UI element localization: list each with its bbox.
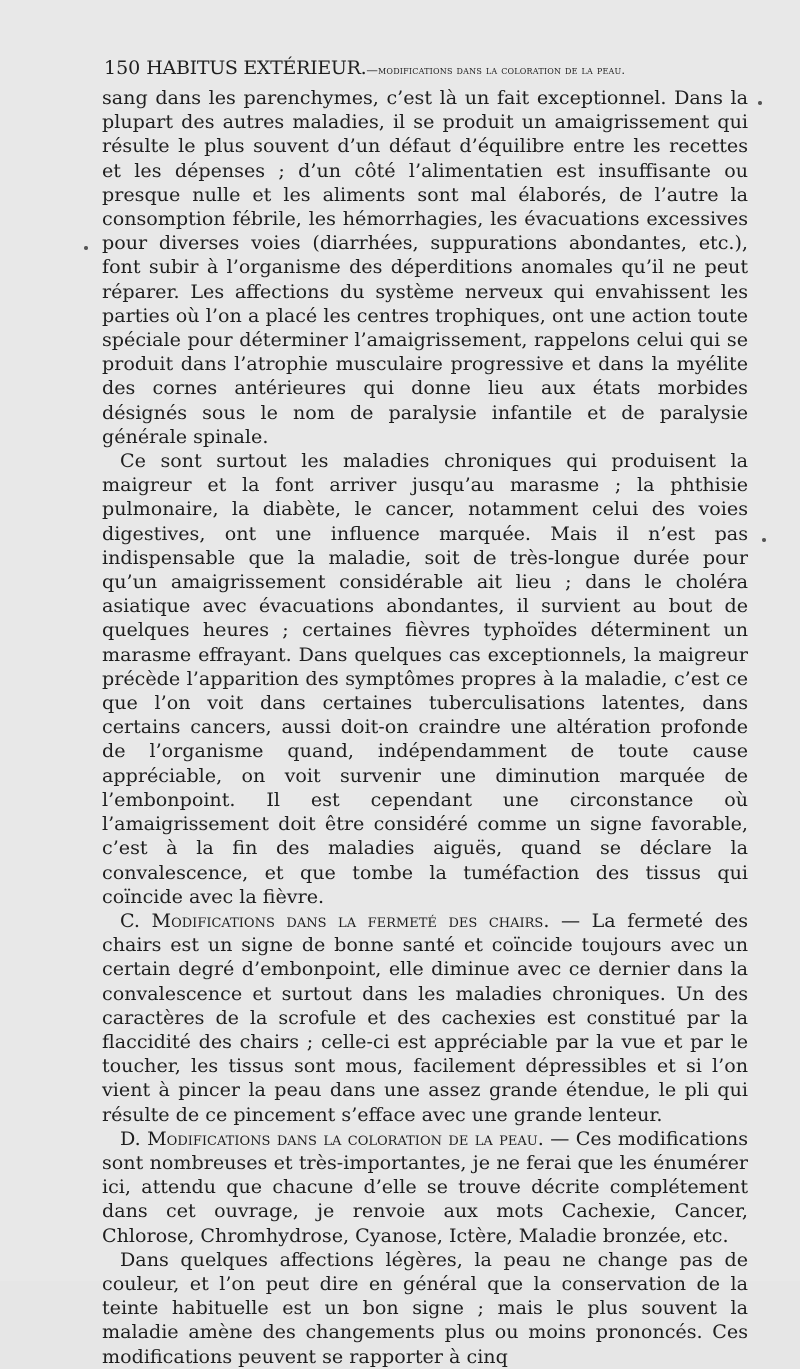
page-header bbox=[104, 55, 734, 83]
section-d-text: — Ces modifications sont nombreuses et très-importantes, je ne ferai que les énumérer ici, attendu que chacune d’elle se trouve décrite complétement dans cet ouvrage, je renvoie aux mots Cachexie, Cancer, Chlorose, Chromhydrose, Cyanose, Ictère, Maladie bronzée, etc. bbox=[102, 1126, 749, 1247]
section-c-heading: C. Modifications dans la fermeté des chairs. bbox=[120, 908, 550, 932]
paragraph-skin-color: Dans quelques affections légères, la peau ne change pas de couleur, et l’on peut dire en général que la conservation de la teinte habituelle est un bon signe ; mais le plus souvent la maladie amène des changements plus ou moins prononcés. Ces modifications peuvent se rapporter à cinq bbox=[102, 1247, 748, 1368]
paragraph-continuation: sang dans les parenchymes, c’est là un fait exceptionnel. Dans la plupart des autres maladies, il se produit un amaigrissement qui résulte le plus souvent d’un défaut d’équilibre entre les recettes et les dépenses ; d’un côté l’alimentatien est insuffisante ou presque nulle et les aliments sont mal élaborés, de l’autre la consomption fébrile, les hémorrhagies, les évacuations excessives pour diverses voies (diarrhées, suppurations abondantes, etc.), font subir à l’organisme des déperditions anomales qu’il ne peut réparer. Les affections du système nerveux qui envahissent les parties où l’on a placé les centres trophiques, ont une action toute spéciale pour déterminer l’amaigrissement, rappelons celui qui se produit dans l’atrophie musculaire progressive et dans la myélite des cornes antérieures qui donne lieu aux états morbides désignés sous le nom de paralysie infantile et de paralysie générale spinale. bbox=[102, 86, 748, 448]
section-d-heading: D. Modifications dans la coloration de la peau. bbox=[120, 1126, 544, 1150]
margin-speck bbox=[84, 246, 88, 250]
paragraph-chronic-diseases: Ce sont surtout les maladies chroniques qui produisent la maigreur et la font arriver jusqu’au marasme ; la phthisie pulmonaire, la diabète, le cancer, notamment celui des voies digestives, ont une influence marquée. Mais il n’est pas indispensable que la maladie, soit de très-longue durée pour qu’un amaigrissement considérable ait lieu ; dans le choléra asiatique avec évacuations abondantes, il survient au bout de quelques heures ; certaines fièvres typhoïdes déterminent un marasme effrayant. Dans quelques cas exceptionnels, la maigreur précède l’apparition des symptômes propres à la maladie, c’est ce que l’on voit dans certaines tuberculisations latentes, dans certains cancers, aussi doit-on craindre une altération profonde de l’organisme quand, indépendamment de toute cause appréciable, on voit survenir une diminution marquée de l’embonpoint. Il est cependant une circonstance où l’amaigrissement doit être considéré comme un signe favorable, c’est à la fin des maladies aiguës, quand se déclare la convalescence, et que tombe la tuméfaction des tissus qui coïncide avec la fièvre. bbox=[102, 449, 748, 908]
running-title: HABITUS EXTÉRIEUR. bbox=[146, 57, 367, 79]
page-body bbox=[102, 86, 748, 1369]
margin-speck bbox=[762, 538, 766, 542]
section-d-paragraph bbox=[102, 1127, 748, 1248]
running-subtitle: —modifications dans la coloration de la peau. bbox=[366, 63, 626, 77]
margin-speck bbox=[758, 101, 762, 105]
page-number: 150 bbox=[104, 57, 141, 79]
section-c-text: — La fermeté des chairs est un signe de bonne santé et coïncide toujours avec un certain degré d’embonpoint, elle diminue avec ce dernier dans la convalescence et surtout dans les maladies chroniques. Un des caractères de la scrofule et des cachexies est constitué par la flaccidité des chairs ; celle-ci est appréciable par la vue et par le toucher, les tissus sont mous, facilement dépressibles et si l’on vient à pincer la peau dans une assez grande étendue, le pli qui résulte de ce pincement s’efface avec une grande lenteur. bbox=[102, 908, 748, 1126]
section-c-paragraph bbox=[102, 909, 748, 1127]
